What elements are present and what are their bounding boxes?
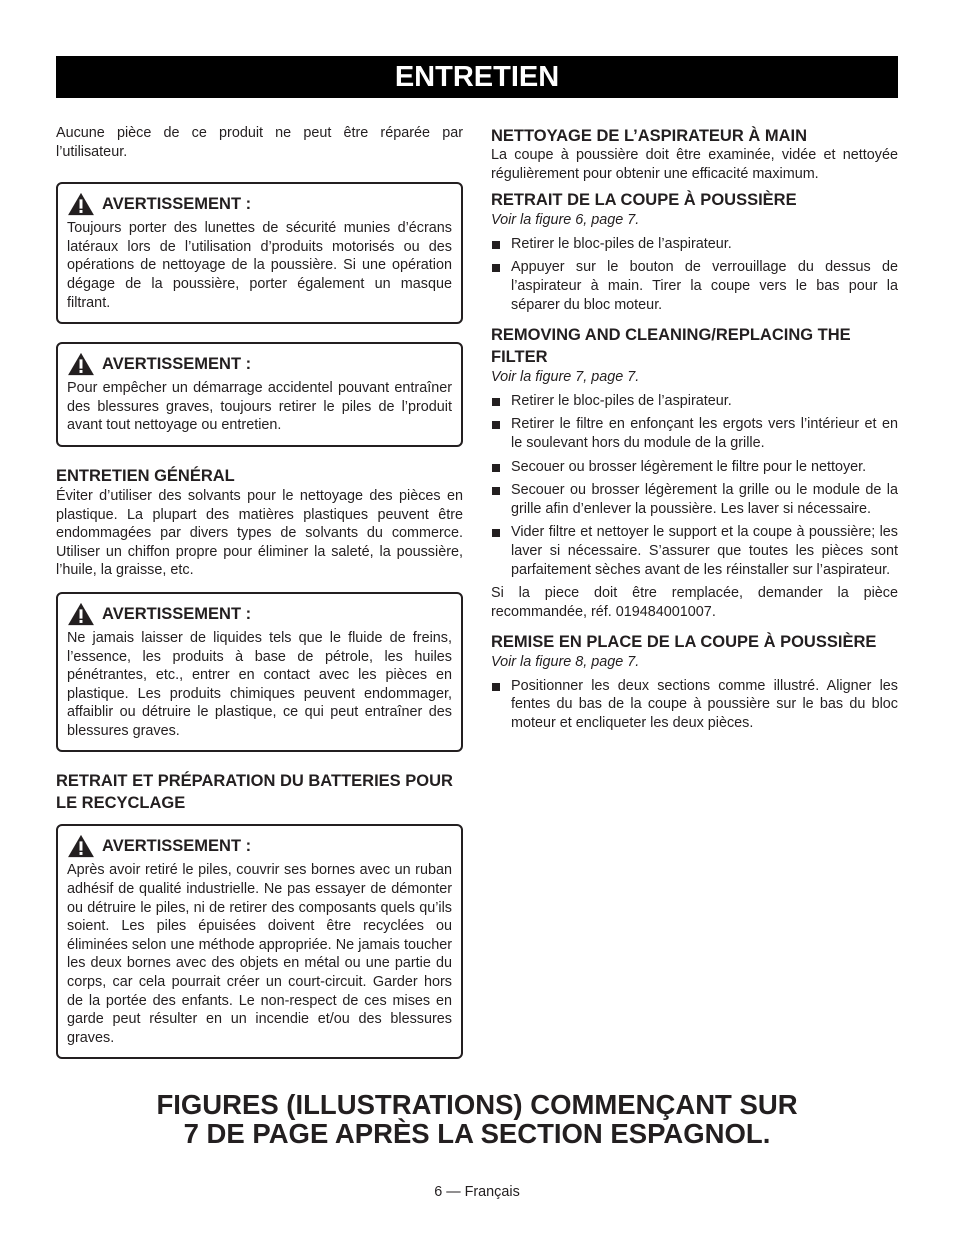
list-item: Positionner les deux sections comme illustré. Aligner les fentes du bas de la coupe à poussière sur le bas du bloc moteur et encliqueter les deux pièces. (491, 677, 898, 733)
left-column (56, 124, 463, 1077)
list-item: Secouer ou brosser légèrement la grille ou le module de la grille afin d’enlever la poussière. Les laver si nécessaire. (491, 481, 898, 518)
section-title-banner: ENTRETIEN (56, 56, 898, 98)
list-item: Retirer le bloc-piles de l’aspirateur. (491, 235, 898, 254)
list-item: Secouer ou brosser légèrement le filtre pour le nettoyer. (491, 458, 898, 477)
filter-list (491, 392, 898, 579)
figure-reference: Voir la figure 6, page 7. (491, 212, 640, 229)
warning-text: Pour empêcher un démarrage accidentel pouvant entraîner des blessures graves, toujours retirer le piles de l’produit avant tout nettoyage ou entretien. (67, 380, 452, 434)
warning-header (66, 352, 452, 376)
figures-note-line-2: 7 DE PAGE APRÈS LA SECTION ESPAGNOL. (183, 1118, 771, 1149)
warning-header (66, 192, 452, 216)
dust-cup-removal-list (491, 235, 898, 314)
warning-box (56, 824, 463, 1059)
cleaning-text: La coupe à poussière doit être examinée, vidée et nettoyée régulièrement pour obtenir une efficacité maximum. (491, 147, 898, 182)
warning-triangle-icon (66, 602, 96, 626)
warning-triangle-icon (66, 352, 96, 376)
general-maintenance-text: Éviter d’utiliser des solvants pour le nettoyage des pièces en plastique. La plupart des matières plastiques peuvent être endommagées par divers types de solvants du commerce. Utiliser un chiffon propre pour éliminer la saleté, la poussière, l’huile, la graisse, etc. (56, 487, 463, 579)
warning-triangle-icon (66, 192, 96, 216)
figure-reference: Voir la figure 8, page 7. (491, 654, 640, 671)
recycling-heading: RETRAIT ET PRÉPARATION DU BATTERIES POUR LE RECYCLAGE (56, 772, 453, 813)
list-item: Appuyer sur le bouton de verrouillage du dessus de l’aspirateur à main. Tirer la coupe vers le bas pour la séparer du bloc moteur. (491, 258, 898, 314)
cleaning-heading: NETTOYAGE DE L’ASPIRATEUR À MAIN (491, 127, 807, 145)
warning-box (56, 592, 463, 753)
warning-title: AVERTISSEMENT : (102, 837, 252, 856)
dust-cup-reinstall-list (491, 677, 898, 733)
warning-title: AVERTISSEMENT : (102, 604, 252, 623)
warning-box (56, 342, 463, 447)
right-column (491, 126, 898, 738)
page-number: 6 — Français (434, 1184, 520, 1200)
warning-text: Après avoir retiré le piles, couvrir ses bornes avec un ruban adhésif de qualité industrielle. Ne pas essayer de démonter ou détruire le piles, ni de retirer des composants quels qu’ils soient. Les piles épuisées doivent être recyclées ou éliminées selon une méthode appropriée. Ne jamais toucher les deux bornes avec des objets en métal ou une partie du corps, car cela pourrait créer un court-circuit. Garder hors de la portée des enfants. Le non-respect de ces mises en garde peut résulter en un incendie et/ou des blessures graves. (67, 862, 452, 1046)
warning-title: AVERTISSEMENT : (102, 195, 252, 214)
warning-box (56, 182, 463, 324)
warning-header (66, 834, 452, 858)
dust-cup-reinstall-heading: REMISE EN PLACE DE LA COUPE À POUSSIÈRE (491, 633, 877, 652)
warning-title: AVERTISSEMENT : (102, 355, 252, 374)
list-item: Retirer le filtre en enfonçant les ergots vers l’intérieur et en le soulevant hors du module de la grille. (491, 415, 898, 452)
intro-text: Aucune pièce de ce produit ne peut être réparée par l’utilisateur. (56, 125, 463, 160)
figures-note (56, 1090, 898, 1148)
figures-note-line-1: FIGURES (ILLUSTRATIONS) COMMENÇANT SUR (156, 1089, 798, 1120)
replacement-note: Si la piece doit être remplacée, demander la pièce recommandée, réf. 019484001007. (491, 585, 898, 620)
general-maintenance-heading: ENTRETIEN GÉNÉRAL (56, 466, 235, 485)
list-item: Retirer le bloc-piles de l’aspirateur. (491, 392, 898, 411)
figure-reference: Voir la figure 7, page 7. (491, 369, 640, 386)
dust-cup-removal-heading: RETRAIT DE LA COUPE À POUSSIÈRE (491, 191, 797, 210)
warning-header (66, 602, 452, 626)
warning-text: Ne jamais laisser de liquides tels que le fluide de freins, l’essence, les produits à base de pétrole, les huiles pénétrantes, etc., entrer en contact avec les pièces en plastique. Les produits chimiques peuvent endommager, affaiblir ou détruire le plastique, ce qui peut entraîner des blessures graves. (67, 629, 452, 739)
warning-triangle-icon (66, 834, 96, 858)
filter-heading: REMOVING AND CLEANING/REPLACING THE FILTER (491, 326, 851, 367)
list-item: Vider filtre et nettoyer le support et la coupe à poussière; les laver si nécessaire. S’assurer que toutes les pièces sont parfaitement sèches avant de les réinstaller sur l’aspirateur. (491, 523, 898, 579)
warning-text: Toujours porter des lunettes de sécurité munies d’écrans latéraux lors de l’utilisation d’produits motorisés ou des opérations de nettoyage de la poussière. Si une opération dégage de la poussière, porter également un masque filtrant. (67, 220, 452, 311)
